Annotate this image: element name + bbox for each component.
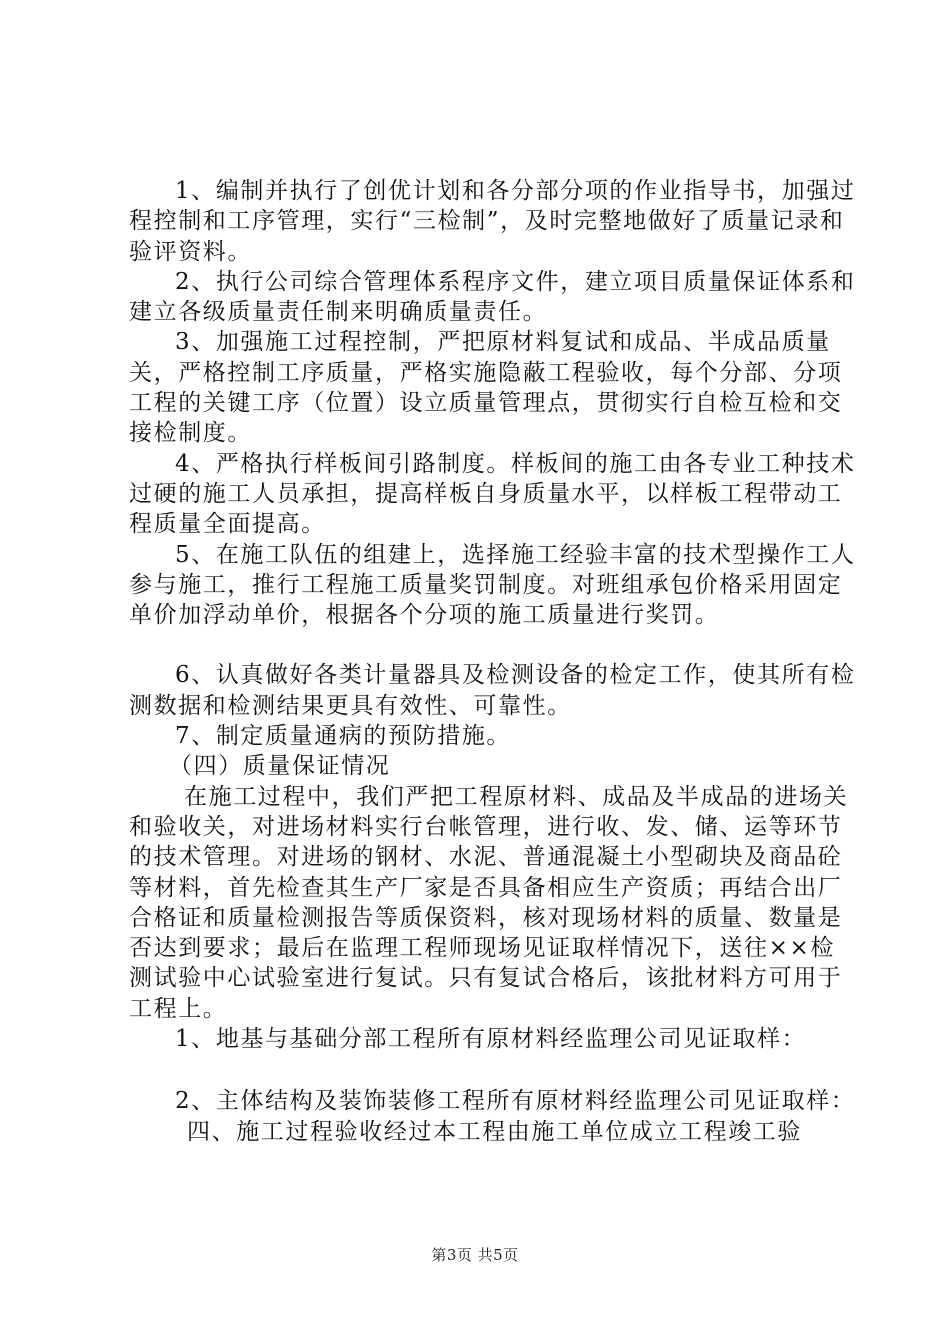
paragraph-7: 7、制定质量通病的预防措施。 [175,723,512,750]
paragraph-5: 5、在施工队伍的组建上，选择施工经验丰富的技术型操作工人参与施工，推行工程施工质量奖罚制度。对班组承包价格采用固定单价加浮动单价，根据各个分项的施工质量进行奖罚。 [129,541,856,629]
document-body [129,176,859,1147]
paragraph-quality-assurance: 在施工过程中，我们严把工程原材料、成品及半成品的进场关和验收关，对进场材料实行台帐管理，进行收、发、储、运等环节的技术管理。对进场的钢材、水泥、普通混凝土小型砌块及商品砼等材料，首先检查其生产厂家是否具备相应生产资质；再结合出厂合格证和质量检测报告等质保资料，核对现场材料的质量、数量是否达到要求；最后在监理工程师现场见证取样情况下，送往××检测试验中心试验室进行复试。只有复试合格后，该批材料方可用于工程上。 [129,783,849,1022]
paragraph-structure: 2、主体结构及装饰装修工程所有原材料经监理公司见证取样： [175,1088,856,1115]
page-number-footer: 第3页 共5页 [431,1246,519,1264]
paragraph-3: 3、加强施工过程控制，严把原材料复试和成品、半成品质量关，严格控制工序质量，严格实施隐蔽工程验收，每个分部、分项工程的关键工序（位置）设立质量管理点，贯彻实行自检互检和交接检制度。 [129,329,843,447]
paragraph-acceptance: 四、施工过程验收经过本工程由施工单位成立工程竣工验 [187,1118,802,1145]
paragraph-6: 6、认真做好各类计量器具及检测设备的检定工作，使其所有检测数据和检测结果更具有效性、可靠性。 [129,662,856,719]
section-heading: （四）质量保证情况 [169,753,391,780]
paragraph-2: 2、执行公司综合管理体系程序文件，建立项目质量保证体系和建立各级质量责任制来明确质量责任。 [129,268,856,326]
paragraph-1: 1、编制并执行了创优计划和各分部分项的作业指导书，加强过程控制和工序管理，实行“三检制”，及时完整地做好了质量记录和验评资料。 [129,178,856,265]
paragraph-4: 4、严格执行样板间引路制度。样板间的施工由各专业工种技术过硬的施工人员承担，提高样板自身质量水平，以样板工程带动工程质量全面提高。 [129,450,856,538]
paragraph-foundation: 1、地基与基础分部工程所有原材料经监理公司见证取样： [175,1026,807,1053]
